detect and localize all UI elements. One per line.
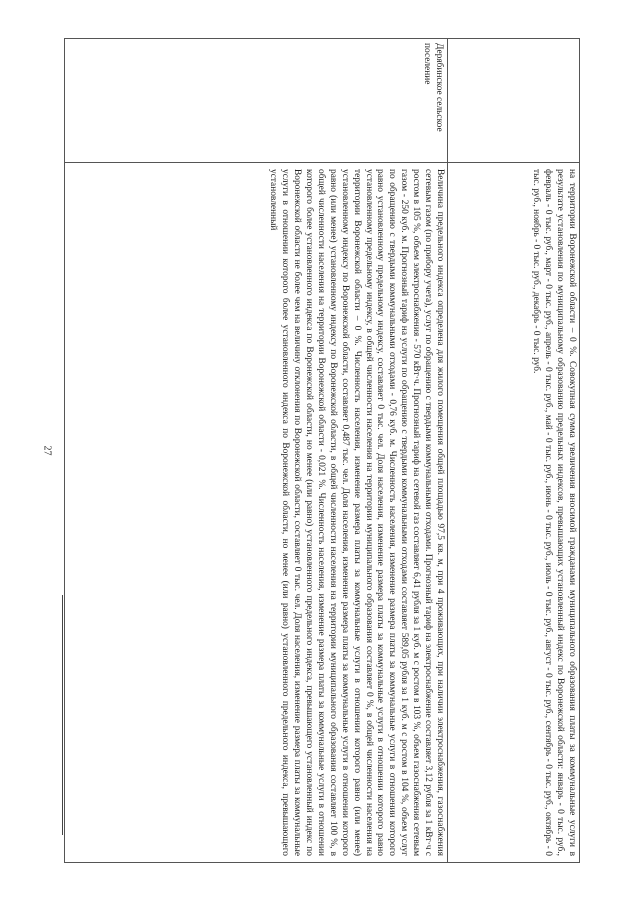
main-row-text: Величина предельного индекса определена для жилого помещения общей площадью 97,5 кв. м, при 4 проживающих, при наличии электроснабжения, газоснабжения сетевым газом (по прибору учета), услуг по обращению с твердыми коммунальными отходами. Прогнозный тариф на электроснабжение составляет 3,12 рубля за 1 кВт·ч с ростом в 105 %, объем электроснабжения - 570 кВт·ч. Прогнозный тариф на сетевой газ составляет 6,41 рубля за 1 куб. м с ростом в 103 %, объем газоснабжения сетевым газом - 250 куб. м. Прогнозный тариф на услуги по обращению с твердыми коммунальными отходами составляет 589,05 рубля за 1 куб. м с ростом в 104 %, объем услуг по обращению с твердыми коммунальными отходами - 0,76 куб. м. Численность населения, изменение размера платы за коммунальные услуги в отношении которого равно установленному предельному индексу, составляет 0 тыс. чел. Доля населения, изменение размера платы за коммунальные услуги в отношении которого равно установленному предельному индексу, в общей численности населения на территории муниципального образования составляет 0 %, в общей численности населения на территории Воронежской области – 0 %. Численность населения, изменение размера платы за коммунальные услуги в отношении которого равно (или менее) установленному индексу по Воронежской области, составляет 0,487 тыс. чел. Доля населения, изменение размера платы за коммунальные услуги в отношении которого равно (или менее) установленному индексу по Воронежской области, в общей численности населения на территории муниципального образования составляет 100 %, в общей численности населения на территории Воронежской области - 0,021 %. Численность населения, изменение размера платы за коммунальные услуги в отношении которого более установленного индекса по Воронежской области, но менее (или равно) установленного предельного индекса, превышающего установленный индекс по Воронежской области не более чем на величину отклонения по Воронежской области, составляет 0 тыс. чел. Доля населения, изменение размера платы за коммунальные услуги в отношении которого более установленного индекса по Воронежской области, но менее (или равно) установленного предельного индекса, превышающего установленный (268, 169, 445, 856)
settlement-name: Дерябинское сельское поселение (422, 43, 444, 132)
page-number: 27 (41, 445, 53, 456)
table-row-main (65, 39, 447, 862)
footnote-separator (62, 595, 63, 835)
table-row-top (447, 39, 579, 862)
table-cell-main-text (65, 163, 447, 862)
table-cell-top-text (448, 163, 579, 862)
document-table (64, 38, 580, 863)
table-cell-place (65, 39, 447, 163)
top-row-text: на территории Воронежской области – 0 %. Совокупная сумма увеличения вносимой гражданами муниципального образования платы за коммунальные услуги в результате установления по муниципальному образованию предельных индексов, превышающих установленный индекс по Воронежской области: январь - 0 тыс. руб., февраль - 0 тыс. руб., март - 0 тыс. руб., апрель - 0 тыс. руб., май - 0 тыс. руб., июнь - 0 тыс. руб., июль - 0 тыс. руб., август - 0 тыс. руб., сентябрь - 0 тыс. руб., октябрь - 0 тыс. руб., ноябрь - 0 тыс. руб., декабрь - 0 тыс. руб. (531, 169, 577, 856)
table-cell-empty (448, 39, 579, 163)
